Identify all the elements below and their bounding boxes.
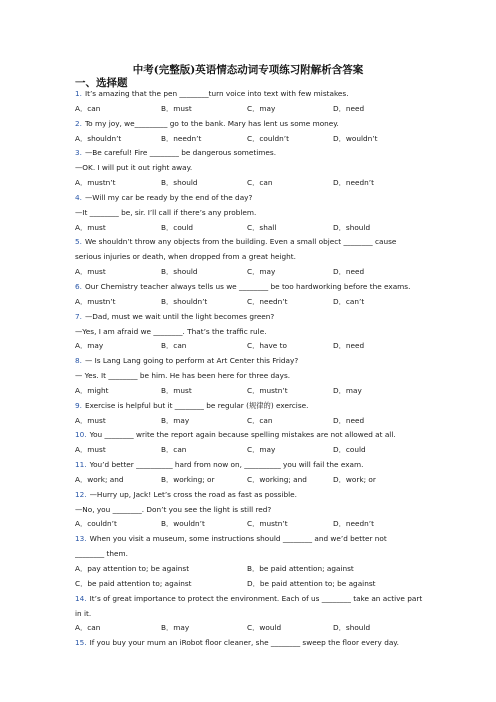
answer-option: D．should [333, 623, 371, 633]
answer-options [75, 621, 437, 636]
question-stem [75, 488, 437, 503]
answer-options [75, 517, 437, 532]
question-stem [75, 117, 437, 132]
answer-options [75, 176, 437, 191]
answer-option: A．shouldn’t [75, 133, 122, 143]
answer-option: D．need [333, 267, 365, 277]
question-text-line: —No, you ________. Don’t you see the light is still red? [75, 504, 272, 514]
question-number: 6. [75, 281, 82, 291]
answer-options [75, 443, 437, 458]
question-number: 1. [75, 89, 82, 98]
question-text: Our Chemistry teacher always tells us we ________ be too hardworking before the exams. [84, 281, 411, 291]
question-text: —Be careful! Fire ________ be dangerous sometimes. [84, 148, 277, 158]
answer-option: D．should [333, 222, 371, 232]
question-text: —Will my car be ready by the end of the day? [84, 192, 253, 202]
question-text: To my joy, we_________ go to the bank. Mary has lent us some money. [84, 118, 339, 128]
answer-option: A．must [75, 222, 106, 232]
question-stem [75, 532, 437, 547]
question-text-line: —It ________ be, sir. I’ll call if there’s any problem. [75, 207, 257, 217]
answer-option: D．could [333, 445, 366, 455]
question-number: 12. [75, 489, 87, 499]
answer-option: B．should [161, 178, 198, 188]
answer-options [75, 339, 437, 354]
answer-options [75, 473, 437, 488]
answer-option: D．need [333, 415, 365, 425]
answer-option: C．mustn’t [247, 519, 288, 529]
answer-option: B．can [161, 445, 187, 455]
answer-option: D．needn’t [333, 519, 374, 529]
answer-option: B．must [161, 103, 192, 113]
answer-option: A．couldn’t [75, 519, 117, 529]
answer-option: D．work; or [333, 474, 376, 484]
answer-option: D．wouldn’t [333, 133, 378, 143]
answer-option: D．may [333, 385, 362, 395]
question-number: 13. [75, 534, 87, 544]
question-text: —Hurry up, Jack! Let’s cross the road as fast as possible. [89, 489, 297, 499]
question-text: It’s amazing that the pen ________turn voice into text with few mistakes. [84, 89, 349, 98]
answer-option: D．need [333, 341, 365, 351]
question-number: 10. [75, 430, 87, 440]
question-stem [75, 235, 437, 250]
answer-option: A．mustn’t [75, 178, 116, 188]
answer-option: C．be paid attention to; against [75, 578, 192, 588]
answer-option: C．couldn’t [247, 133, 289, 143]
question-text: Exercise is helpful but it ________ be regular (规律的) exercise. [84, 400, 309, 410]
question-stem [75, 636, 437, 651]
answer-option: B．shouldn’t [161, 296, 208, 306]
answer-options [75, 265, 437, 280]
answer-option: C．mustn’t [247, 385, 288, 395]
answer-option: A．must [75, 267, 106, 277]
question-text: When you visit a museum, some instructions should ________ and we’d better not [89, 534, 387, 544]
answer-option: D．needn’t [333, 178, 374, 188]
question-number: 3. [75, 148, 82, 158]
answer-option: C．working; and [247, 474, 307, 484]
question-stem [75, 87, 437, 102]
page-title: 中考(完整版)英语情态动词专项练习附解析含答案 [132, 64, 364, 76]
question-number: 9. [75, 400, 82, 410]
answer-option: B．be paid attention; against [247, 564, 354, 573]
question-text-line: ________ them. [75, 549, 128, 559]
answer-options [75, 102, 437, 117]
answer-option: B．can [161, 341, 187, 351]
answer-option: B．may [161, 623, 190, 633]
answer-option: A．mustn’t [75, 296, 116, 306]
question-stem [75, 191, 437, 206]
answer-option: D．need [333, 103, 365, 113]
answer-option: B．needn’t [161, 133, 202, 143]
question-number: 2. [75, 118, 82, 128]
question-number: 11. [75, 460, 87, 470]
question-text-line: —OK. I will put it out right away. [75, 163, 193, 173]
answer-options [75, 562, 437, 577]
answer-options [75, 295, 437, 310]
section-heading: 一、选择题 [75, 77, 128, 89]
answer-option: B．working; or [161, 474, 215, 484]
answer-option: B．should [161, 267, 198, 277]
question-text: If you buy your mum an iRobot floor cleaner, she ________ sweep the floor every day. [89, 638, 399, 648]
answer-options [75, 577, 437, 592]
answer-option: A．must [75, 415, 106, 425]
answer-option: C．would [247, 623, 282, 633]
question-stem [75, 354, 437, 369]
question-text: —Dad, must we wait until the light becomes green? [84, 311, 275, 321]
question-text: You’d better __________ hard from now on, __________ you will fail the exam. [89, 460, 364, 470]
answer-option: C．may [247, 445, 276, 455]
question-number: 14. [75, 593, 87, 603]
answer-options [75, 414, 437, 429]
answer-options [75, 132, 437, 147]
question-stem [75, 146, 437, 161]
question-text-line: in it. [75, 608, 92, 618]
question-stem [75, 592, 437, 607]
answer-option: A．pay attention to; be against [75, 564, 190, 573]
answer-option: B．could [161, 222, 194, 232]
answer-option: A．work; and [75, 474, 124, 484]
answer-option: C．shall [247, 222, 277, 232]
answer-option: C．may [247, 267, 276, 277]
answer-option: A．might [75, 385, 109, 395]
answer-option: D．can’t [333, 296, 365, 306]
answer-option: C．may [247, 103, 276, 113]
question-number: 15. [75, 638, 87, 648]
answer-option: C．have to [247, 341, 287, 351]
answer-option: B．must [161, 385, 192, 395]
question-stem [75, 428, 437, 443]
answer-option: B．wouldn’t [161, 519, 205, 529]
question-stem [75, 399, 437, 414]
answer-option: A．may [75, 341, 104, 351]
answer-option: A．can [75, 103, 101, 113]
question-number: 7. [75, 311, 82, 321]
question-number: 5. [75, 237, 82, 247]
question-text: It’s of great importance to protect the environment. Each of us ________ take an active part [89, 593, 423, 603]
question-stem [75, 280, 437, 295]
question-text-line: — Yes. It ________ be him. He has been here for three days. [75, 371, 291, 381]
question-text: You ________ write the report again because spelling mistakes are not allowed at all. [89, 430, 396, 440]
answer-option: C．can [247, 178, 273, 188]
question-number: 4. [75, 192, 82, 202]
question-stem [75, 458, 437, 473]
answer-option: D．be paid attention to; be against [247, 578, 376, 588]
question-text-line: —Yes, I am afraid we ________. That’s the traffic rule. [75, 326, 267, 336]
answer-option: B．may [161, 415, 190, 425]
answer-option: C．needn’t [247, 296, 288, 306]
question-stem [75, 310, 437, 325]
question-text: — Is Lang Lang going to perform at Art Center this Friday? [84, 356, 299, 366]
answer-options [75, 221, 437, 236]
answer-option: C．can [247, 415, 273, 425]
question-list [75, 87, 437, 651]
question-number: 8. [75, 356, 82, 366]
question-text: We shouldn’t throw any objects from the building. Even a small object ________ cause [84, 237, 397, 247]
answer-option: A．must [75, 445, 106, 455]
answer-option: A．can [75, 623, 101, 633]
answer-options [75, 384, 437, 399]
question-text-line: serious injuries or death, when dropped from a great height. [75, 252, 296, 262]
